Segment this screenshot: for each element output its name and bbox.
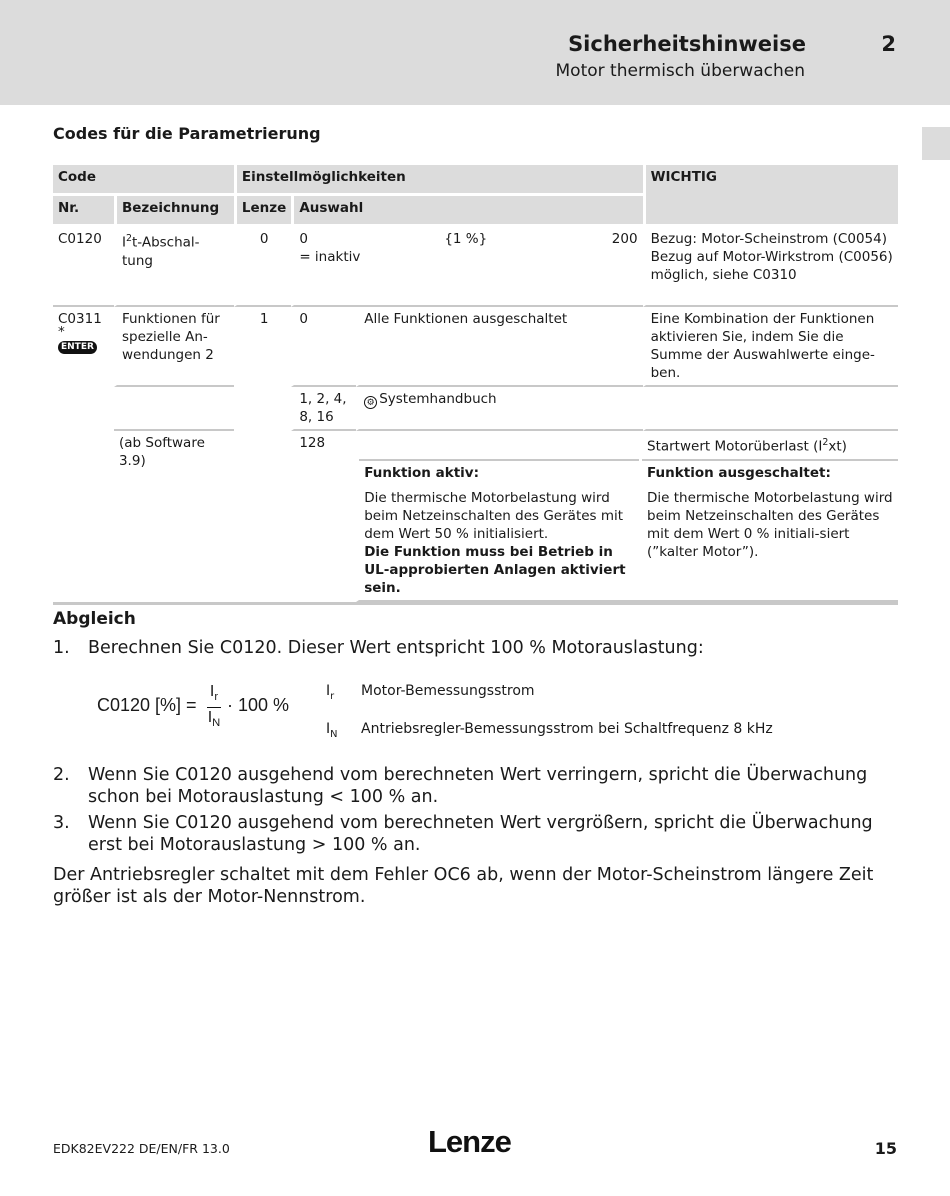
sel-128-important: Startwert Motorüberlast $(I^2xt)$ [641,431,899,460]
lenze-c0311: 1 [234,307,291,602]
enter-badge: ENTER [58,341,97,354]
chapter-number: 2 [881,32,896,56]
legend-n-text: Antriebsregler-Bemessungsstrom bei Schaltfrequenz 8 kHz [361,721,773,737]
code-c0311: C0311 * ENTER [58,311,102,352]
software-note: (ab Software 3.9) [118,435,205,469]
sel-0-value: 0 [291,307,356,387]
sel-1-important [643,387,898,431]
legend-n-symbol: $I_N$ [326,721,338,740]
abgleich-title: Abgleich [53,609,136,629]
handbook-icon: ⚙ [364,396,377,409]
sel-1-text: ⚙ Systemhandbuch [356,387,642,431]
table-bottom-rule [53,602,898,605]
table-row-c0120 [53,227,898,307]
page-title: Sicherheitshinweise [568,32,806,56]
formula-fraction: $I_r$ $I_N$ [207,683,221,730]
important-c0120: Bezug: Motor-Scheinstrom (C0054) Bezug auf Motor-Wirkstrom (C0056) möglich, siehe C0310 [643,227,898,307]
header-name: Bezeichnung [114,196,234,227]
page-number: 15 [874,1139,897,1158]
section-title: Codes für die Parametrierung [53,124,321,143]
sel-0-important: Eine Kombination der Funktionen aktivieren Sie, indem Sie die Summe der Auswahlwerte einge-ben. [643,307,898,387]
sel-128-value: 128 [291,431,356,602]
lenze-logo: Lenze [428,1124,511,1159]
step-2: 2. Wenn Sie C0120 ausgehend vom berechneten Wert verringern, spricht die Überwachung schon bei Motorauslastung < 100 % an. [53,765,868,807]
header-settings: Einstellmöglichkeiten [234,165,643,196]
page-subtitle: Motor thermisch überwachen [555,61,805,81]
name-empty [114,387,234,431]
table-row-c0311 [53,307,898,387]
header-important: WICHTIG [643,165,898,227]
table-row-c0311-sel1 [53,387,898,431]
header-band [0,0,950,105]
sel-1-value: 1, 2, 4, 8, 16 [291,387,356,431]
chapter-tab-marker [922,127,950,160]
lenze-c0120: 0 [234,227,291,307]
selection-c0120: 0 = inaktiv {1 %} 200 [291,227,642,307]
name-c0120: $I^2t-Abschal$-tung [114,227,234,307]
closing-paragraph: Der Antriebsregler schaltet mit dem Fehler OC6 ab, wenn der Motor-Scheinstrom längere Zeit größer ist als der Motor-Nennstrom. [53,865,874,907]
sel-0-text: Alle Funktionen ausgeschaltet [356,307,642,387]
step-3: 3. Wenn Sie C0120 ausgehend vom berechneten Wert vergrößern, spricht die Überwachung erst bei Motorauslastung > 100 % an. [53,813,873,855]
name-c0311: Funktionen für spezielle An-wendungen 2 [114,307,234,387]
sel-128-text [359,431,640,460]
legend-r-text: Motor-Bemessungsstrom [361,683,535,699]
header-selection: Auswahl [291,196,642,227]
table-row-c0311-sel128 [53,431,898,602]
header-code: Code [53,165,234,196]
legend-r-symbol: $I_r$ [326,683,335,702]
code-c0120: C0120 [53,227,114,307]
function-active: Funktion aktiv: Die thermische Motorbelastung wird beim Netzeinschalten des Gerätes mit dem Wert 50 % initialisiert. Die Funktion muss bei Betrieb in UL-approbierten Anlagen aktiviert sein. [364,464,626,596]
header-nr: Nr. [53,196,114,227]
document-id: EDK82EV222 DE/EN/FR 13.0 [53,1141,230,1156]
step-1: 1. Berechnen Sie C0120. Dieser Wert entspricht 100 % Motorauslastung: [53,638,704,658]
header-lenze: Lenze [234,196,291,227]
sel-128-detail [356,431,898,602]
parameter-table [53,165,898,605]
function-off: Funktion ausgeschaltet: Die thermische Motorbelastung wird beim Netzeinschalten des Gerätes mit dem Wert 0 % initiali-siert (”kalter Motor”). [641,460,899,600]
